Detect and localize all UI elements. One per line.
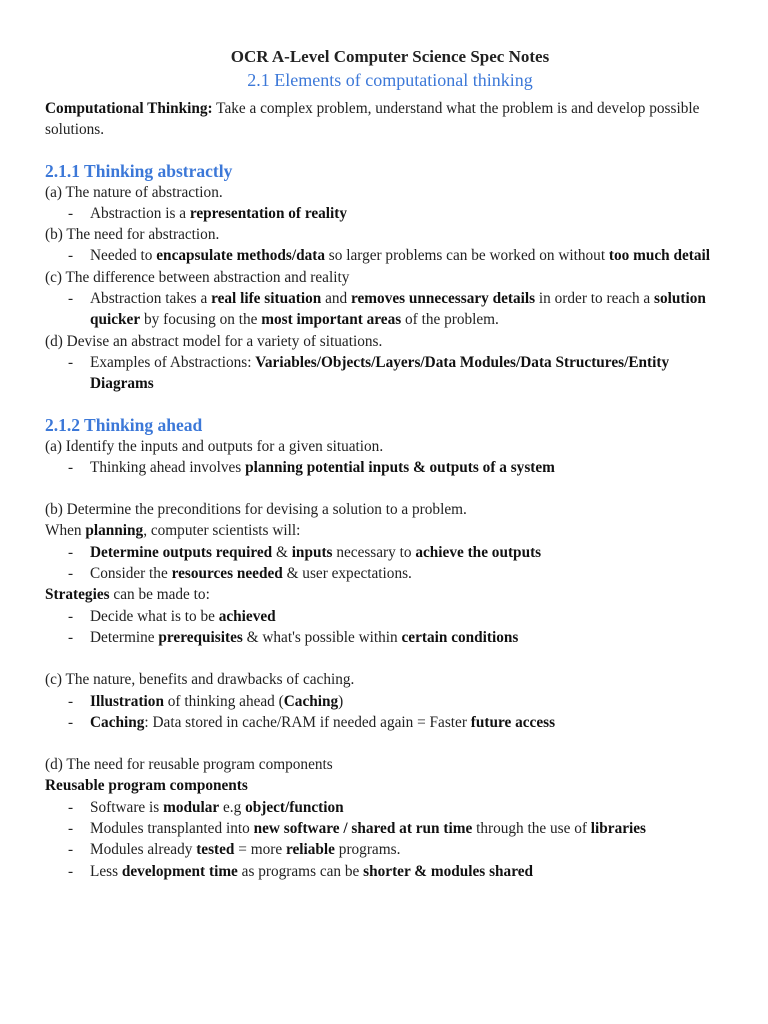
- bold-text: development time: [121, 862, 238, 880]
- intro-paragraph: [45, 98, 735, 141]
- bullet-dash-icon: -: [68, 841, 74, 859]
- bullet-item: [45, 542, 735, 563]
- text-run: Abstraction is a: [90, 204, 190, 222]
- text-run: (d) The need for reusable program components: [45, 756, 333, 774]
- bold-text: modular: [163, 798, 220, 816]
- text-run: & what's possible within: [242, 628, 402, 646]
- bold-text: achieved: [218, 607, 276, 625]
- bold-text: Caching: [283, 692, 339, 710]
- text-run: (c) The difference between abstraction and reality: [45, 268, 350, 286]
- text-run: Software is: [90, 798, 164, 816]
- text-run: Examples of Abstractions:: [90, 353, 256, 371]
- text-run: (c) The nature, benefits and drawbacks of caching.: [45, 671, 355, 689]
- bullet-item: [45, 203, 735, 224]
- bold-text: planning potential inputs & outputs of a system: [245, 458, 555, 476]
- bold-text: inputs: [291, 543, 333, 561]
- text-run: through the use of: [472, 820, 591, 838]
- section-spacer: [45, 395, 735, 414]
- bold-text: Illustration: [90, 692, 164, 710]
- text-run: necessary to: [332, 543, 416, 561]
- bullet-item: [45, 245, 735, 266]
- bullet-item: [45, 818, 735, 839]
- paragraph: [45, 499, 735, 520]
- bold-text: shorter & modules shared: [363, 862, 533, 880]
- bullet-dash-icon: -: [68, 565, 74, 583]
- sections-container: [45, 141, 735, 882]
- bullet-dash-icon: -: [68, 862, 74, 880]
- bold-text: Caching: [90, 713, 145, 731]
- text-run: Consider the: [90, 565, 172, 583]
- text-run: , computer scientists will:: [143, 522, 301, 540]
- intro-text: Take a complex problem, understand what the problem is and develop possible solutions.: [45, 100, 700, 139]
- section-heading: 2.1.1 Thinking abstractly: [45, 160, 233, 181]
- bullet-item: [45, 691, 735, 712]
- text-run: of thinking ahead (: [163, 692, 284, 710]
- bullet-dash-icon: -: [68, 247, 74, 265]
- text-run: When: [45, 522, 86, 540]
- paragraph: [45, 754, 735, 775]
- bold-text: real life situation: [211, 290, 322, 308]
- text-run: Modules transplanted into: [90, 820, 254, 838]
- bullet-item: [45, 627, 735, 648]
- bold-text: resources needed: [171, 565, 283, 583]
- text-run: of the problem.: [401, 311, 499, 329]
- text-run: by focusing on the: [140, 311, 262, 329]
- bold-text: object/function: [245, 798, 344, 816]
- paragraph-spacer: [45, 733, 735, 754]
- bullet-item: [45, 352, 735, 395]
- text-run: Thinking ahead involves: [90, 458, 246, 476]
- paragraph: [45, 436, 735, 457]
- text-run: e.g: [219, 798, 246, 816]
- document-subtitle: 2.1 Elements of computational thinking: [247, 70, 533, 90]
- bullet-item: [45, 712, 735, 733]
- paragraph-spacer: [45, 478, 735, 499]
- bullet-dash-icon: -: [68, 798, 74, 816]
- intro-term: Computational Thinking:: [45, 100, 213, 117]
- text-run: & user expectations.: [282, 565, 412, 583]
- bold-text: certain conditions: [401, 628, 519, 646]
- text-run: ): [338, 692, 344, 710]
- text-run: (a) The nature of abstraction.: [45, 183, 223, 201]
- paragraph: [45, 584, 735, 605]
- bold-text: prerequisites: [158, 628, 243, 646]
- text-run: Modules already: [90, 841, 197, 859]
- bold-text: solution quicker: [90, 290, 706, 329]
- text-run: Needed to: [90, 247, 157, 265]
- bullet-item: [45, 861, 735, 882]
- bullet-dash-icon: -: [68, 692, 74, 710]
- bullet-item: [45, 457, 735, 478]
- bold-text: Variables/Objects/Layers/Data Modules/Data Structures/Entity Diagrams: [90, 353, 670, 393]
- bold-text: Reusable program components: [45, 777, 248, 795]
- text-run: Determine: [90, 628, 159, 646]
- section-heading: 2.1.2 Thinking ahead: [45, 414, 203, 435]
- bold-text: planning: [85, 522, 144, 540]
- bold-text: reliable: [285, 841, 335, 859]
- bullet-dash-icon: -: [68, 290, 74, 308]
- paragraph-spacer: [45, 648, 735, 669]
- text-run: Less: [90, 862, 122, 880]
- bold-text: encapsulate methods/data: [156, 247, 325, 265]
- text-run: (d) Devise an abstract model for a variety of situations.: [45, 332, 383, 350]
- bullet-dash-icon: -: [68, 607, 74, 625]
- bold-text: Strategies: [45, 586, 110, 604]
- text-run: and: [321, 290, 351, 308]
- bold-text: future access: [470, 713, 556, 731]
- bullet-item: [45, 563, 735, 584]
- text-run: so larger problems can be worked on without: [324, 247, 609, 265]
- bullet-dash-icon: -: [68, 713, 74, 731]
- text-run: programs.: [334, 841, 401, 859]
- section-spacer: [45, 141, 735, 160]
- bold-text: Determine outputs required: [90, 543, 273, 561]
- bold-text: achieve the outputs: [415, 543, 542, 561]
- bold-text: most important areas: [261, 311, 402, 329]
- bullet-item: [45, 797, 735, 818]
- bullet-dash-icon: -: [68, 820, 74, 838]
- bold-text: removes unnecessary details: [351, 290, 536, 308]
- bold-text: representation of reality: [189, 204, 348, 222]
- text-run: : Data stored in cache/RAM if needed again = Faster: [144, 713, 471, 731]
- bullet-dash-icon: -: [68, 628, 74, 646]
- paragraph: [45, 669, 735, 690]
- paragraph: [45, 267, 735, 288]
- text-run: &: [272, 543, 292, 561]
- bold-text: too much detail: [608, 247, 711, 265]
- bold-text: tested: [196, 841, 235, 859]
- text-run: (a) Identify the inputs and outputs for a given situation.: [45, 437, 384, 455]
- bold-text: libraries: [590, 820, 647, 838]
- text-run: in order to reach a: [535, 290, 655, 308]
- paragraph: [45, 775, 735, 796]
- text-run: Decide what is to be: [90, 607, 219, 625]
- text-run: Abstraction takes a: [90, 290, 212, 308]
- text-run: (b) The need for abstraction.: [45, 226, 220, 244]
- bullet-item: [45, 288, 735, 331]
- bullet-dash-icon: -: [68, 353, 74, 371]
- paragraph: [45, 182, 735, 203]
- bullet-dash-icon: -: [68, 204, 74, 222]
- text-run: = more: [234, 841, 286, 859]
- bullet-dash-icon: -: [68, 458, 74, 476]
- bullet-dash-icon: -: [68, 543, 74, 561]
- document-page: [45, 46, 735, 882]
- bold-text: new software / shared at run time: [253, 820, 473, 838]
- paragraph: [45, 520, 735, 541]
- text-run: as programs can be: [237, 862, 364, 880]
- bullet-item: [45, 839, 735, 860]
- bullet-item: [45, 606, 735, 627]
- text-run: (b) Determine the preconditions for devising a solution to a problem.: [45, 501, 467, 519]
- text-run: can be made to:: [109, 586, 210, 604]
- paragraph: [45, 331, 735, 352]
- document-title: OCR A-Level Computer Science Spec Notes: [230, 47, 550, 66]
- paragraph: [45, 224, 735, 245]
